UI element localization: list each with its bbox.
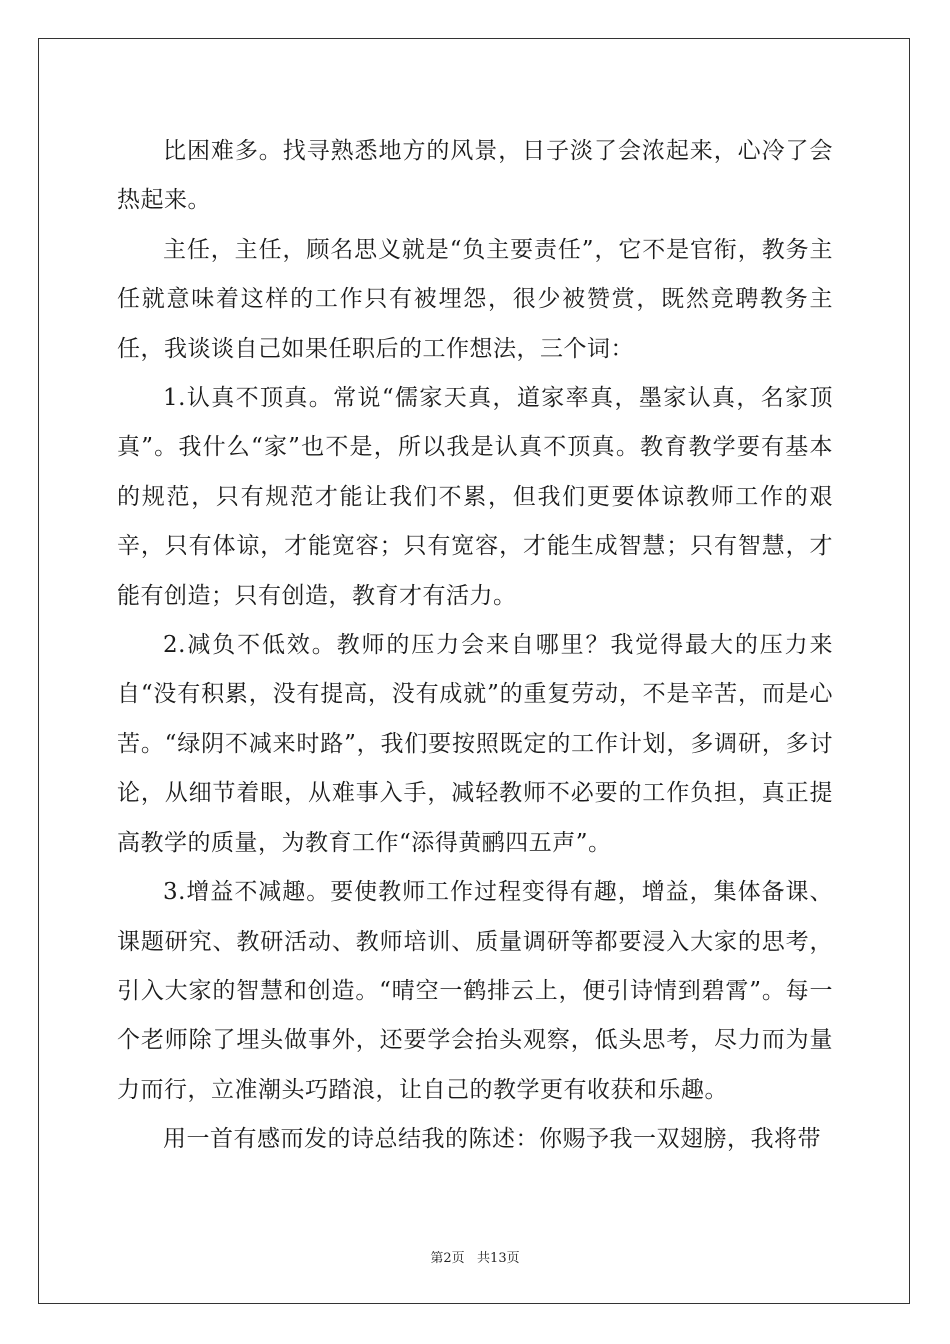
paragraph-point-3: 3.增益不减趣。要使教师工作过程变得有趣，增益，集体备课、课题研究、教研活动、教师培训、质量调研等都要浸入大家的思考，引入大家的智慧和创造。“晴空一鹤排云上，便引诗情到碧霄”。每一个老师除了埋头做事外，还要学会抬头观察，低头思考，尽力而为量力而行，立准潮头巧踏浪，让自己的教学更有收获和乐趣。 — [117, 879, 833, 1103]
paragraph-closing: 用一首有感而发的诗总结我的陈述：你赐予我一双翅膀，我将带 — [163, 1126, 821, 1153]
paragraph-continuation: 比困难多。找寻熟悉地方的风景，日子淡了会浓起来，心冷了会热起来。 — [117, 138, 833, 214]
document-body — [117, 127, 833, 1165]
paragraph-point-1: 1.认真不顶真。常说“儒家天真，道家率真，墨家认真，名家顶真”。我什么“家”也不是，所以我是认真不顶真。教育教学要有基本的规范，只有规范才能让我们不累，但我们更要体谅教师工作的艰辛，只有体谅，才能宽容；只有宽容，才能生成智慧；只有智慧，才能有创造；只有创造，教育才有活力。 — [117, 385, 833, 609]
page-number: 第2页 共13页 — [430, 1251, 520, 1266]
paragraph-intro: 主任，主任，顾名思义就是“负主要责任”，它不是官衔，教务主任就意味着这样的工作只有被埋怨，很少被赞赏，既然竞聘教务主任，我谈谈自己如果任职后的工作想法，三个词： — [117, 236, 833, 362]
page-footer — [0, 1247, 950, 1266]
paragraph-point-2: 2.减负不低效。教师的压力会来自哪里？我觉得最大的压力来自“没有积累，没有提高，没有成就”的重复劳动，不是辛苦，而是心苦。“绿阴不减来时路”，我们要按照既定的工作计划，多调研，多讨论，从细节着眼，从难事入手，减轻教师不必要的工作负担，真正提高教学的质量，为教育工作“添得黄鹂四五声”。 — [117, 632, 833, 856]
